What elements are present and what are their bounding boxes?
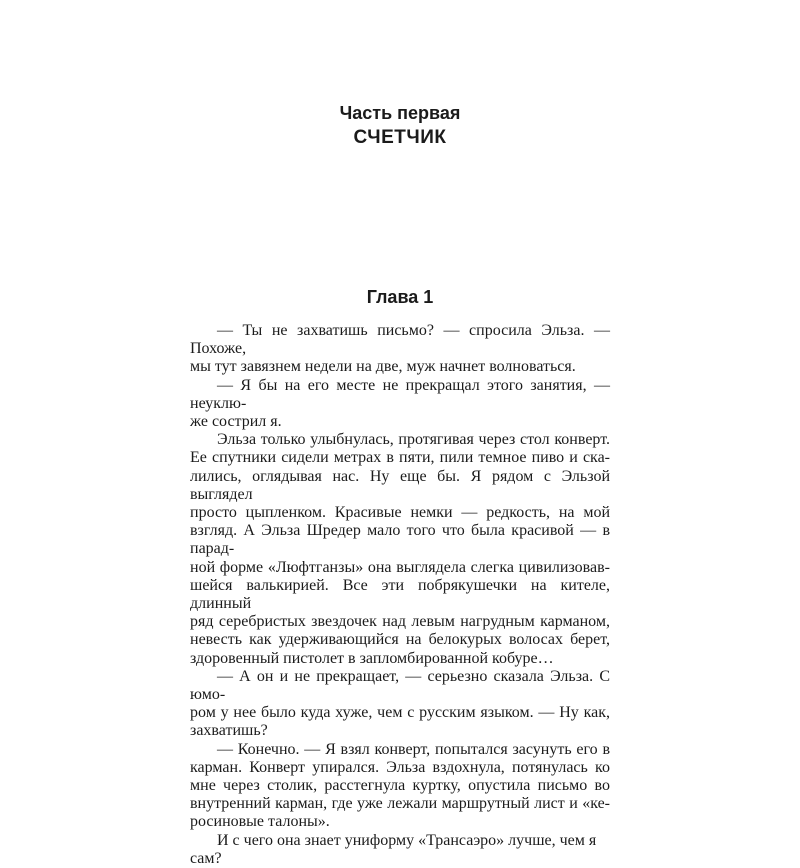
text-line: мы тут завязнем недели на две, муж начнет волноваться. — [190, 358, 576, 376]
text-line: ром у нее было куда хуже, чем с русским языком. — Ну как, — [190, 704, 610, 722]
text-line: мне через столик, расстегнула куртку, опустила письмо во — [190, 777, 610, 795]
text-line: И с чего она знает униформу «Трансаэро» лучше, чем я сам? — [190, 831, 597, 867]
text-line: ряд серебристых звездочек над левым нагрудным карманом, — [190, 613, 610, 631]
text-line: ной форме «Люфтганзы» она выглядела слегка цивилизовав- — [190, 558, 610, 576]
part-title: СЧЕТЧИК — [353, 127, 447, 148]
text-line: лились, оглядывая нас. Ну еще бы. Я рядом с Эльзой выглядел — [190, 467, 610, 503]
part-heading: Часть первая — [339, 103, 461, 123]
text-line: карман. Конверт упирался. Эльза вздохнула, потянулась ко — [190, 758, 610, 776]
text-line: невесть как удерживающийся на белокурых волосах берет, — [190, 631, 610, 649]
text-line: же сострил я. — [190, 413, 282, 431]
text-line: внутренний карман, где уже лежали маршрутный лист и «ке- — [190, 795, 610, 813]
text-line: — А он и не прекращает, — серьезно сказала Эльза. С юмо- — [190, 667, 610, 704]
text-line: взгляд. А Эльза Шредер мало того что была красивой — в парад- — [190, 522, 610, 558]
text-line: здоровенный пистолет в запломбированной кобуре… — [190, 649, 554, 667]
text-line: — Ты не захватишь письмо? — спросила Эльза. — Похоже, — [190, 322, 610, 358]
text-line: Ее спутники сидели метрах в пяти, пили темное пиво и ска- — [190, 449, 610, 467]
text-line: — Конечно. — Я взял конверт, попытался засунуть его в — [217, 740, 610, 758]
text-line: росиновые талоны». — [190, 813, 330, 831]
text-line: Эльза только улыбнулась, протягивая через стол конверт. — [217, 431, 610, 449]
text-line: шейся валькирией. Все эти побрякушечки на кителе, длинный — [190, 576, 610, 613]
text-column — [190, 0, 610, 868]
text-line: просто цыпленком. Красивые немки — редкость, на мой — [190, 504, 610, 522]
text-line: — Я бы на его месте не прекращал этого занятия, — неуклю- — [190, 376, 610, 412]
chapter-heading: Глава 1 — [366, 287, 434, 307]
text-line: захватишь? — [190, 722, 268, 740]
body-text — [190, 322, 610, 868]
